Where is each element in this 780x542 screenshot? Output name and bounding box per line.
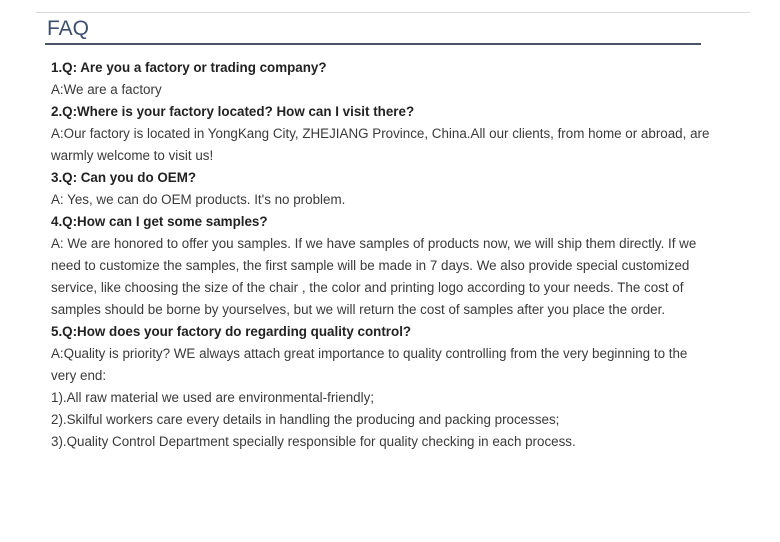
faq-content [51, 57, 711, 453]
faq-answer-1: A:We are a factory [51, 82, 162, 97]
faq-answer-5-item-2: 2).Skilful workers care every details in handling the producing and packing processes; [51, 412, 560, 427]
faq-title: FAQ [47, 17, 90, 40]
faq-answer-2: A:Our factory is located in YongKang City, ZHEJIANG Province, China.All our clients, from home or abroad, are warmly welcome to visit us! [51, 126, 710, 163]
faq-answer-5-item-3: 3).Quality Control Department specially responsible for quality checking in each process. [51, 434, 576, 449]
faq-question-5: 5.Q:How does your factory do regarding quality control? [51, 324, 412, 339]
faq-answer-4: A: We are honored to offer you samples. If we have samples of products now, we will ship them directly. If we need to customize the samples, the first sample will be made in 7 days. We also provide special customized service, like choosing the size of the chair , the color and printing logo according to your needs. The cost of samples should be borne by yourselves, but we will return the cost of samples after you place the order. [51, 236, 697, 317]
faq-question-1: 1.Q: Are you a factory or trading company? [51, 60, 327, 75]
title-underline [45, 43, 701, 45]
faq-question-3: 3.Q: Can you do OEM? [51, 170, 197, 185]
faq-answer-3: A: Yes, we can do OEM products. It's no problem. [51, 192, 346, 207]
faq-answer-5-item-1: 1).All raw material we used are environmental-friendly; [51, 390, 374, 405]
faq-question-4: 4.Q:How can I get some samples? [51, 214, 268, 229]
faq-question-2: 2.Q:Where is your factory located? How can I visit there? [51, 104, 415, 119]
faq-answer-5: A:Quality is priority? WE always attach great importance to quality controlling from the very beginning to the very end: [51, 346, 688, 383]
top-divider [36, 12, 750, 13]
